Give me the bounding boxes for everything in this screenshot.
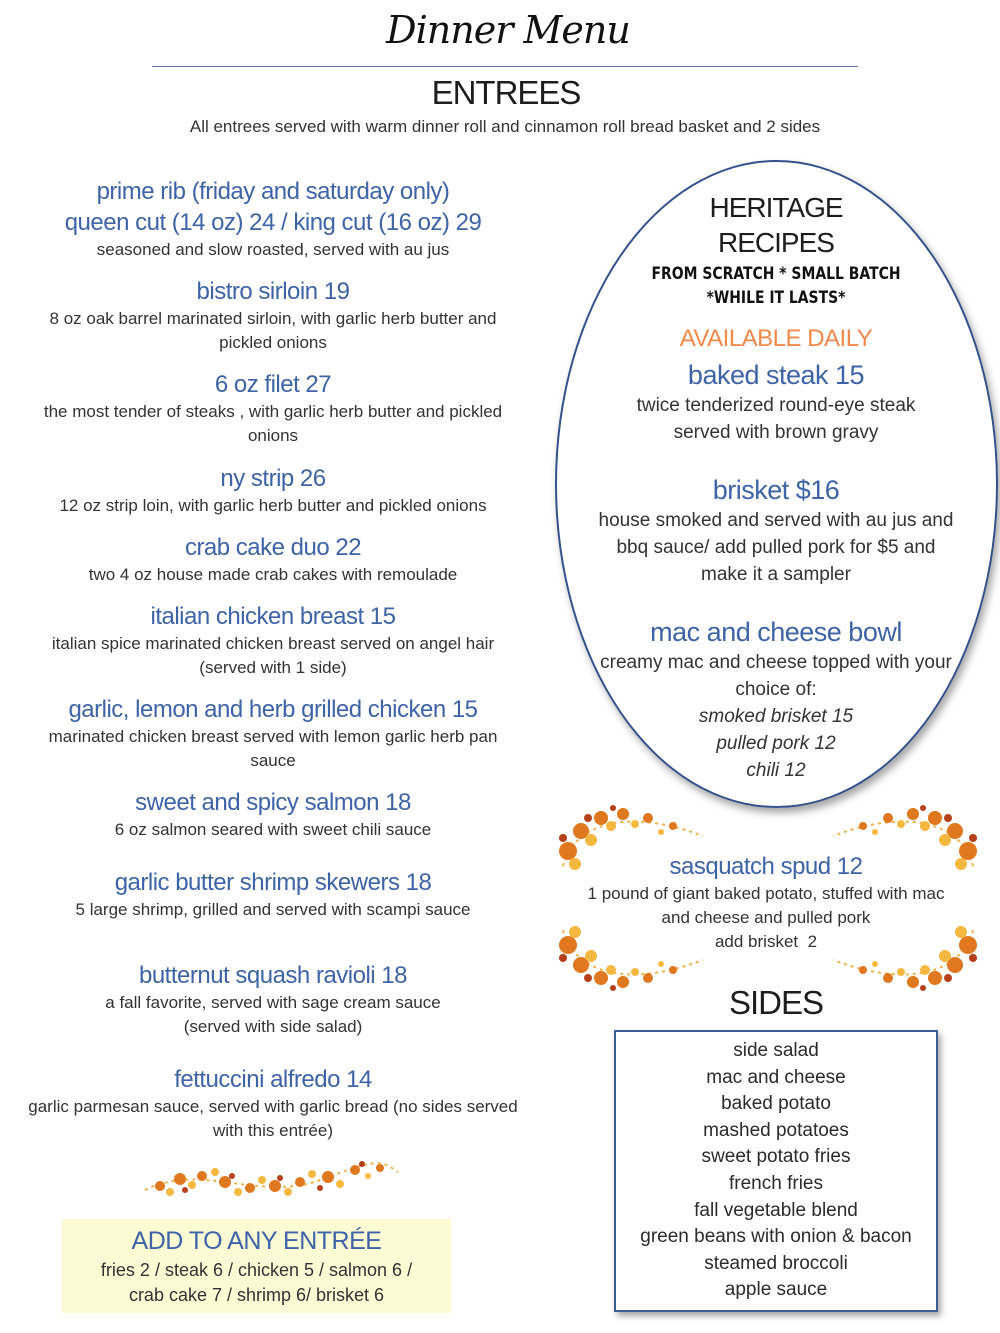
heritage-title-line: RECIPES <box>718 227 834 258</box>
entree-ny-strip <box>10 463 536 518</box>
entree-description: two 4 oz house made crab cakes with remoulade <box>88 565 458 584</box>
special-description: and cheese and pulled pork <box>661 908 871 927</box>
entree-name: ny strip 26 <box>220 465 326 492</box>
side-item: french fries <box>729 1172 823 1194</box>
entree-description: seasoned and slow roasted, served with au jus <box>96 240 450 259</box>
entree-description: italian spice marinated chicken breast served on angel hair <box>51 634 495 653</box>
entree-bistro-sirloin <box>10 276 536 355</box>
heritage-subtitle <box>607 262 945 310</box>
entree-name: prime rib (friday and saturday only) <box>96 178 450 205</box>
heritage-title-line: HERITAGE <box>709 192 843 223</box>
entree-name: butternut squash ravioli 18 <box>138 962 407 989</box>
menu-title: Dinner Menu <box>386 8 630 52</box>
entree-description: a fall favorite, served with sage cream sauce <box>105 993 441 1012</box>
entree-crab-cake <box>10 532 536 587</box>
heritage-item-description: make it a sampler <box>701 564 851 585</box>
heritage-item-description: house smoked and served with au jus and <box>598 510 954 531</box>
special-sasquatch-spud <box>560 851 972 954</box>
entree-name: 6 oz filet 27 <box>214 371 332 398</box>
side-item: steamed broccoli <box>704 1252 848 1274</box>
entree-shrimp-skewers <box>10 867 536 922</box>
entree-description: garlic parmesan sauce, served with garlic bread (no sides served <box>28 1097 518 1116</box>
sides-list <box>616 1032 936 1304</box>
entree-name: crab cake duo 22 <box>184 534 362 561</box>
heritage-item-description: twice tenderized round-eye steak <box>636 395 916 416</box>
add-on-line: crab cake 7 / shrimp 6/ brisket 6 <box>128 1285 385 1305</box>
entree-description: 6 oz salmon seared with sweet chili sauce <box>114 820 432 839</box>
entree-grilled-chicken <box>10 694 536 773</box>
sides-heading: SIDES <box>728 984 824 1021</box>
entree-description: (served with side salad) <box>183 1017 363 1036</box>
heritage-item-description: creamy mac and cheese topped with your <box>600 652 952 673</box>
entrees-subtitle: All entrees served with warm dinner roll and cinnamon roll bread basket and 2 sides <box>189 117 821 136</box>
entree-name: queen cut (14 oz) 24 / king cut (16 oz) 29 <box>64 209 482 236</box>
side-item: apple sauce <box>724 1279 828 1301</box>
add-on-line: fries 2 / steak 6 / chicken 5 / salmon 6 / <box>100 1260 413 1280</box>
side-item: mashed potatoes <box>703 1119 849 1141</box>
side-item: baked potato <box>721 1093 831 1115</box>
entree-name: italian chicken breast 15 <box>150 603 396 630</box>
entree-italian-chicken <box>10 601 536 680</box>
heritage-item-name: brisket $16 <box>712 475 840 505</box>
entree-ravioli <box>10 960 536 1039</box>
side-item: green beans with onion & bacon <box>640 1226 912 1248</box>
entree-filet <box>10 369 536 448</box>
entree-description: onions <box>247 426 299 445</box>
entree-salmon <box>10 787 536 842</box>
special-description: 1 pound of giant baked potato, stuffed with mac <box>587 884 945 903</box>
heritage-item-baked-steak <box>570 359 982 446</box>
sides-box <box>614 1030 938 1312</box>
topping-option: pulled pork 12 <box>716 733 836 754</box>
heritage-subtitle-line: *WHILE IT LASTS* <box>706 288 846 308</box>
title-divider <box>152 66 858 67</box>
entree-fettuccini <box>10 1064 536 1143</box>
entree-name: sweet and spicy salmon 18 <box>135 789 411 816</box>
add-on-box <box>62 1219 451 1313</box>
entree-prime-rib <box>10 176 536 262</box>
special-name: sasquatch spud 12 <box>669 853 863 880</box>
available-daily-label: AVAILABLE DAILY <box>679 325 873 352</box>
heritage-subtitle-line: FROM SCRATCH * SMALL BATCH <box>651 264 901 284</box>
heritage-item-name: baked steak 15 <box>687 360 865 390</box>
topping-option: smoked brisket 15 <box>698 706 854 727</box>
entree-description: 8 oz oak barrel marinated sirloin, with garlic herb butter and <box>49 309 497 328</box>
heritage-item-description: served with brown gravy <box>673 422 879 443</box>
heritage-title <box>570 190 982 260</box>
side-item: sweet potato fries <box>701 1146 851 1168</box>
entrees-heading: ENTREES <box>431 74 581 111</box>
heritage-item-brisket <box>570 474 982 588</box>
side-item: fall vegetable blend <box>694 1199 858 1221</box>
entree-description: sauce <box>250 751 296 770</box>
entree-description: 5 large shrimp, grilled and served with scampi sauce <box>75 900 471 919</box>
side-item: side salad <box>733 1040 819 1061</box>
topping-option: chili 12 <box>746 760 806 781</box>
add-on-prices <box>62 1258 451 1308</box>
add-on-title: ADD TO ANY ENTRÉE <box>131 1227 382 1255</box>
autumn-leaves-decoration <box>140 1152 402 1206</box>
heritage-item-description: choice of: <box>735 679 817 700</box>
side-item: mac and cheese <box>706 1066 846 1088</box>
entree-name: garlic, lemon and herb grilled chicken 15 <box>68 696 478 723</box>
entree-name: fettuccini alfredo 14 <box>174 1066 372 1093</box>
entree-name: garlic butter shrimp skewers 18 <box>114 869 432 896</box>
entree-description: pickled onions <box>219 333 327 352</box>
special-description: add brisket 2 <box>714 932 818 951</box>
entree-description: marinated chicken breast served with lemon garlic herb pan <box>48 727 498 746</box>
entree-description: (served with 1 side) <box>199 658 347 677</box>
heritage-item-mac-and-cheese <box>560 616 992 784</box>
entree-name: bistro sirloin 19 <box>196 278 350 305</box>
entree-description: the most tender of steaks , with garlic herb butter and pickled <box>43 402 503 421</box>
entree-description: with this entrée) <box>213 1121 333 1140</box>
entree-description: 12 oz strip loin, with garlic herb butter and pickled onions <box>59 496 487 515</box>
heritage-item-description: bbq sauce/ add pulled pork for $5 and <box>616 537 936 558</box>
heritage-item-name: mac and cheese bowl <box>650 617 902 647</box>
